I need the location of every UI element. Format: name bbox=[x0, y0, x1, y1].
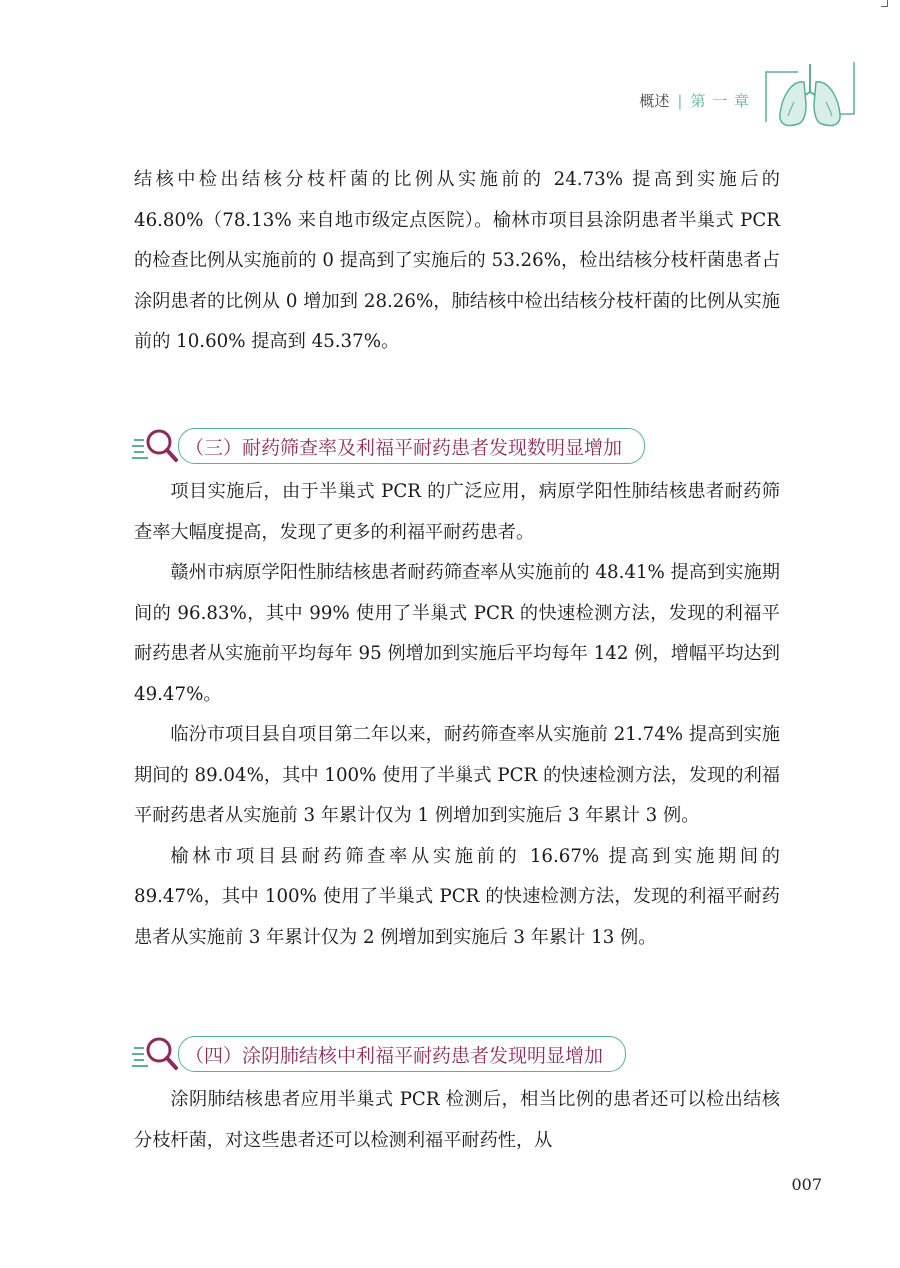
paragraph: 项目实施后，由于半巢式 PCR 的广泛应用，病原学阳性肺结核患者耐药筛查率大幅度提高，发现了更多的利福平耐药患者。 bbox=[134, 481, 780, 543]
magnifier-icon bbox=[132, 424, 184, 468]
paragraph: 榆林市项目县耐药筛查率从实施前的 16.67% 提高到实施期间的 89.47%，其中 100% 使用了半巢式 PCR 的快速检测方法，发现的利福平耐药患者从实施前 3 年累计仅为 2 例增加到实施后 3 年累计 13 例。 bbox=[134, 845, 780, 948]
section-heading-4 bbox=[132, 1032, 626, 1076]
text-block-section-3 bbox=[134, 472, 780, 958]
section-heading-4-label: （四）涂阴肺结核中利福平耐药患者发现明显增加 bbox=[178, 1036, 626, 1072]
running-head-chapter: 第 一 章 bbox=[690, 92, 750, 110]
running-head bbox=[639, 90, 750, 111]
paragraph: 涂阴肺结核患者应用半巢式 PCR 检测后，相当比例的患者还可以检出结核分枝杆菌，对这些患者还可以检测利福平耐药性，从 bbox=[134, 1089, 780, 1151]
crop-mark bbox=[881, 0, 888, 7]
running-head-section: 概述 bbox=[639, 92, 670, 110]
paragraph: 结核中检出结核分枝杆菌的比例从实施前的 24.73% 提高到实施后的 46.80%（78.13% 来自地市级定点医院）。榆林市项目县涂阴患者半巢式 PCR 的检查比例从实施前的 0 提高到了实施后的 53.26%，检出结核分枝杆菌患者占涂阴患者的比例从 0 增加到 28.26%，肺结核中检出结核分枝杆菌的比例从实施前的 10.60% 提高到 45.37%。 bbox=[134, 169, 780, 352]
paragraph: 临汾市项目县自项目第二年以来，耐药筛查率从实施前 21.74% 提高到实施期间的 89.04%，其中 100% 使用了半巢式 PCR 的快速检测方法，发现的利福平耐药患者从实施前 3 年累计仅为 1 例增加到实施后 3 年累计 3 例。 bbox=[134, 724, 780, 826]
text-block-continuation bbox=[134, 160, 780, 363]
running-head-separator: | bbox=[677, 91, 683, 110]
magnifier-icon bbox=[132, 1032, 184, 1076]
section-heading-3 bbox=[132, 424, 645, 468]
text-block-section-4 bbox=[134, 1080, 780, 1161]
paragraph: 赣州市病原学阳性肺结核患者耐药筛查率从实施前的 48.41% 提高到实施期间的 96.83%，其中 99% 使用了半巢式 PCR 的快速检测方法，发现的利福平耐药患者从实施前平均每年 95 例增加到实施后平均每年 142 例，增幅平均达到 49.47%。 bbox=[134, 562, 780, 705]
section-heading-3-label: （三）耐药筛查率及利福平耐药患者发现数明显增加 bbox=[178, 428, 645, 464]
page-number: 007 bbox=[791, 1175, 822, 1194]
lungs-icon bbox=[758, 52, 858, 144]
